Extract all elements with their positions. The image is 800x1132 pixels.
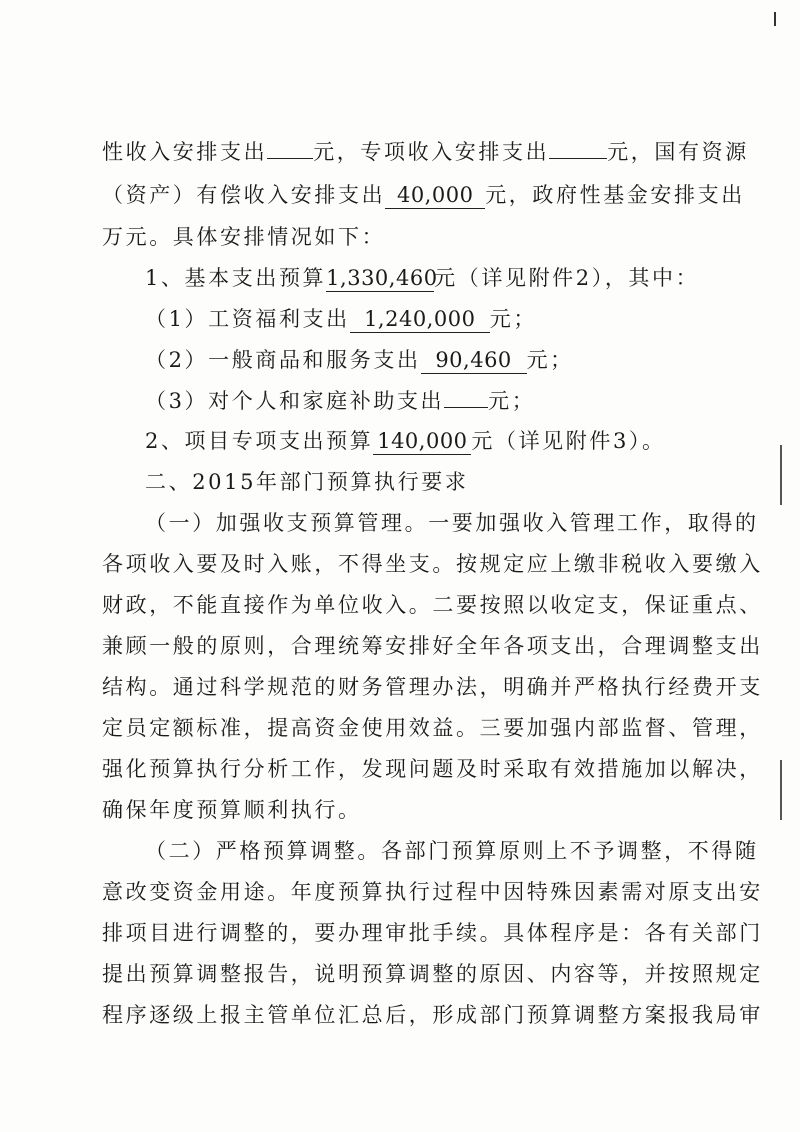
text-segment: （资产）有偿收入安排支出: [102, 183, 386, 207]
text-line: [102, 872, 763, 912]
text-segment: 意改变资金用途。年度预算执行过程中因特殊因素需对原支出安: [102, 880, 763, 904]
text-line: [145, 503, 759, 543]
text-segment: 元；: [488, 389, 536, 413]
text-segment: （二）严格预算调整。各部门预算原则上不予调整，不得随: [145, 839, 759, 863]
text-line: [145, 299, 537, 339]
text-segment: 元（详见附件3）。: [471, 429, 666, 453]
text-segment: 财政，不能直接作为单位收入。二要按照以收定支，保证重点、: [102, 593, 763, 617]
text-segment: 元（详见附件2），其中：: [434, 266, 700, 290]
text-line: [102, 217, 385, 257]
fill-blank: [549, 158, 607, 159]
text-segment: 各项收入要及时入账，不得坐支。按规定应上缴非税收入要缴入: [102, 552, 763, 576]
text-segment: 元，国有资源: [607, 140, 749, 164]
scan-edge-mark: [780, 760, 782, 820]
text-line: [145, 462, 468, 502]
fill-blank: 1,240,000: [350, 306, 490, 333]
text-line: [102, 995, 763, 1035]
text-segment: 排项目进行调整的，要办理审批手续。具体程序是：各有关部门: [102, 921, 763, 945]
text-segment: （一）加强收支预算管理。一要加强收入管理工作，取得的: [145, 511, 759, 535]
section-heading: 二、2015年部门预算执行要求: [145, 470, 469, 494]
text-segment: 程序逐级上报主管单位汇总后，形成部门预算调整方案报我局审: [102, 1003, 763, 1027]
text-segment: 结构。通过科学规范的财务管理办法，明确并严格执行经费开支: [102, 675, 763, 699]
text-segment: 万元。具体安排情况如下：: [102, 225, 386, 249]
text-segment: 元；: [526, 348, 574, 372]
text-segment: 强化预算执行分析工作，发现问题及时采取有效措施加以解决，: [102, 757, 763, 781]
fill-blank: 90,460: [421, 347, 527, 374]
text-line: [145, 831, 759, 871]
text-segment: 定员定额标准，提高资金使用效益。三要加强内部监督、管理，: [102, 716, 763, 740]
text-line: [102, 626, 763, 666]
text-line: [145, 258, 699, 298]
scan-edge-mark: [780, 445, 782, 505]
text-segment: 元，专项收入安排支出: [313, 140, 550, 164]
text-line: [102, 749, 763, 789]
text-segment: 确保年度预算顺利执行。: [102, 798, 362, 822]
text-segment: （1）工资福利支出: [145, 307, 350, 331]
text-line: [145, 381, 535, 421]
text-segment: 性收入安排支出: [102, 140, 268, 164]
text-line: [102, 790, 362, 830]
text-line: [102, 544, 763, 584]
fill-blank: 1,330,460: [326, 266, 438, 290]
text-line: [102, 585, 763, 625]
text-line: [102, 913, 763, 953]
text-segment: 提出预算调整报告，说明预算调整的原因、内容等，并按照规定: [102, 962, 763, 986]
text-line: [102, 954, 763, 994]
text-segment: 2、项目专项支出预算: [145, 429, 374, 453]
text-segment: 兼顾一般的原则，合理统筹安排好全年各项支出，合理调整支出: [102, 634, 763, 658]
text-segment: 元，政府性基金安排支出: [485, 183, 745, 207]
text-line: [102, 175, 745, 215]
text-segment: 1、基本支出预算: [145, 266, 327, 290]
text-line: [145, 421, 666, 461]
fill-blank: 140,000: [373, 428, 471, 455]
fill-blank: 40,000: [385, 182, 485, 209]
text-line: [102, 132, 749, 172]
text-segment: 元；: [489, 307, 537, 331]
scan-corner-mark: [774, 12, 776, 26]
fill-blank: [444, 407, 488, 408]
text-line: [102, 667, 763, 707]
fill-blank: [267, 158, 313, 159]
text-segment: （3）对个人和家庭补助支出: [145, 389, 445, 413]
text-line: [145, 340, 574, 380]
text-line: [102, 708, 763, 748]
text-segment: （2）一般商品和服务支出: [145, 348, 421, 372]
